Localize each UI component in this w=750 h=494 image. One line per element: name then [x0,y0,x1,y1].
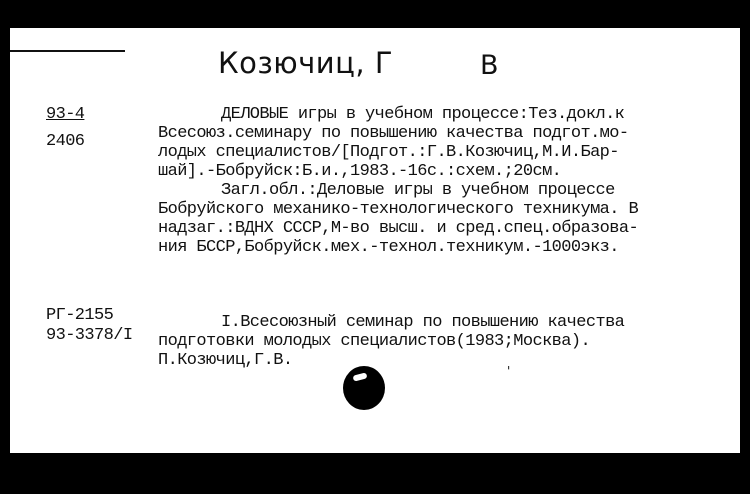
pen-mark: ' [507,364,511,378]
codes-line1: РГ-2155 [46,306,114,325]
top-rule [10,50,125,52]
handwritten-letter: В [480,50,499,81]
call-number-line2: 2406 [46,132,85,151]
description-line: Бобруйского механико-технологического техникума. В [158,200,639,219]
description-line: Загл.обл.:Деловые игры в учебном процессе [221,181,615,200]
handwritten-author: Козючиц, Г [218,46,394,80]
description-line: Всесоюз.семинару по повышению качества подгот.мо- [158,124,629,143]
description-line: ния БССР,Бобруйск.мех.-технол.техникум.-1000экз. [158,238,619,257]
tracing-line: П.Козючиц,Г.В. [158,351,293,370]
description-line: ДЕЛОВЫЕ игры в учебном процессе:Тез.докл.к [221,105,625,124]
description-line: лодых специалистов/[Подгот.:Г.В.Козючиц,М.И.Бар- [158,143,619,162]
ink-blot [343,366,385,410]
call-number-line1: 93-4 [46,105,85,124]
catalog-card [10,28,740,453]
description-line: шай].-Бобруйск:Б.и.,1983.-16с.:схем.;20см. [158,162,562,181]
tracing-line: I.Всесоюзный семинар по повышению качества [221,313,625,332]
codes-line2: 93-3378/I [46,326,133,345]
tracing-line: подготовки молодых специалистов(1983;Москва). [158,332,591,351]
description-line: надзаг.:ВДНХ СССР,М-во высш. и сред.спец.образова- [158,219,639,238]
